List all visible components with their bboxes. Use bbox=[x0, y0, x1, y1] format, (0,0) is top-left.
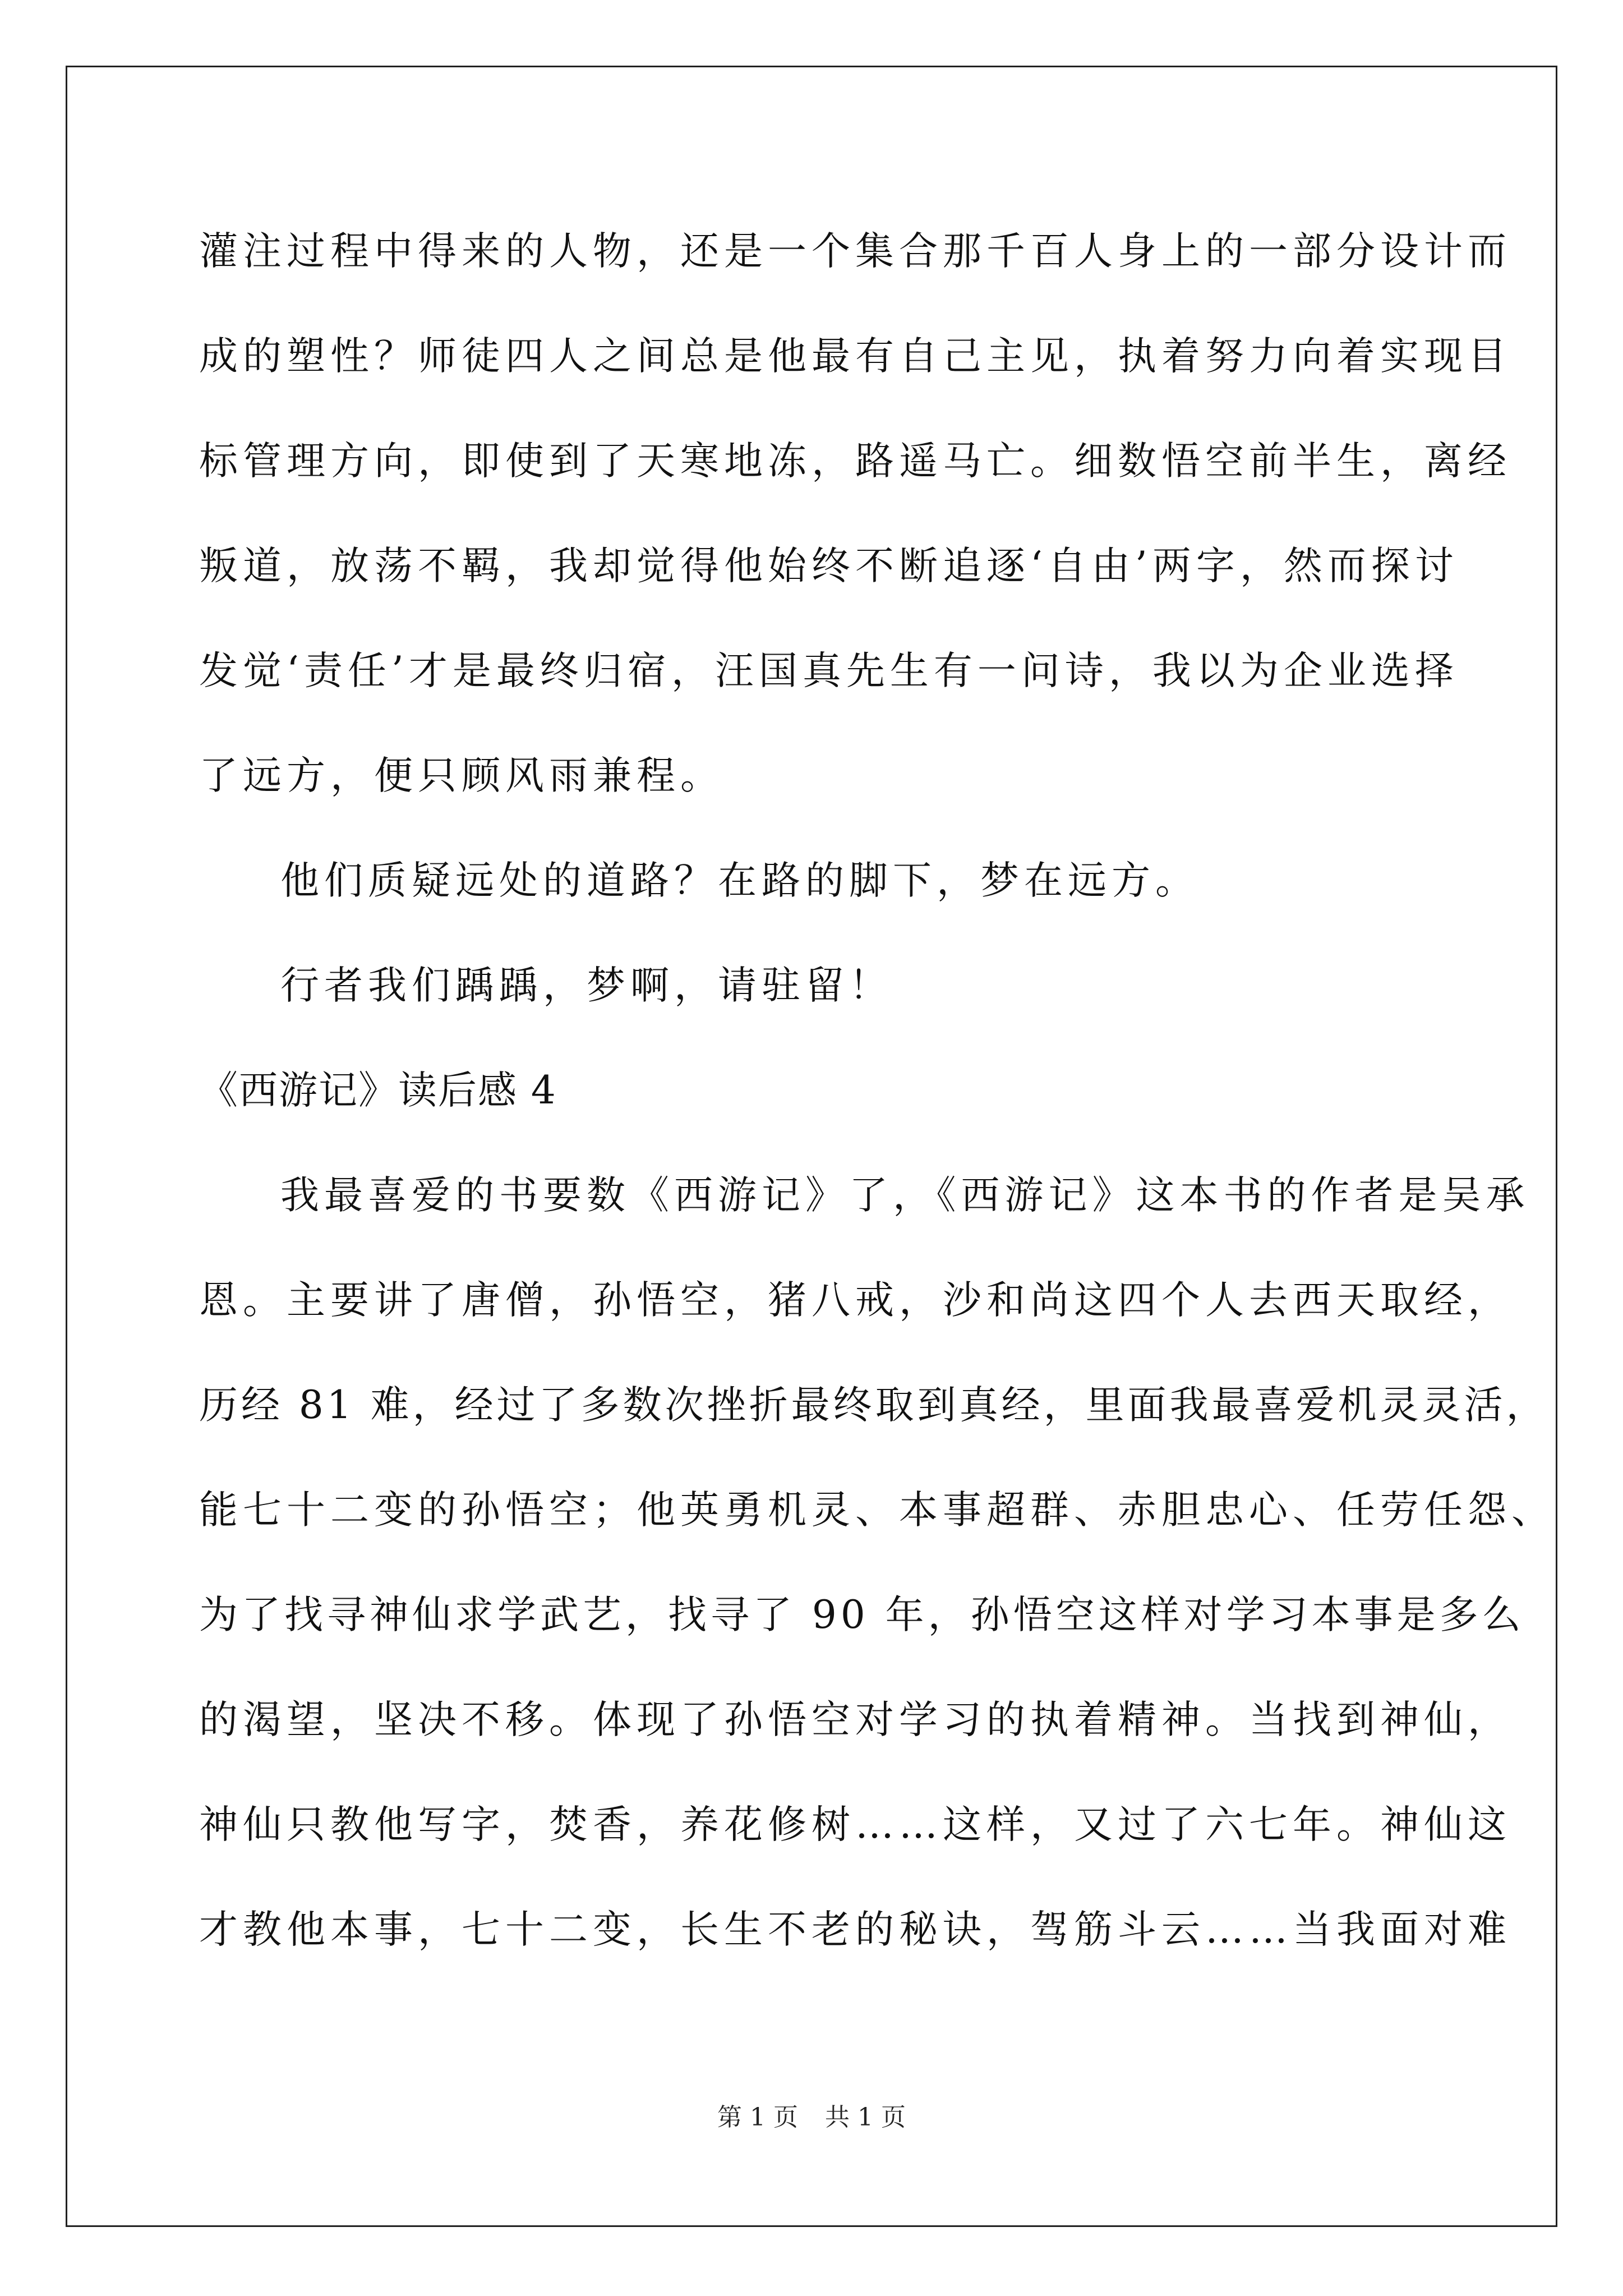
body-text-line: 能七十二变的孙悟空；他英勇机灵、本事超群、赤胆忠心、任劳任怨、 bbox=[199, 1488, 1555, 1533]
body-text-line: 成的塑性？师徒四人之间总是他最有自己主见，执着努力向着实现目 bbox=[199, 334, 1511, 379]
body-text-line: 灌注过程中得来的人物，还是一个集合那千百人身上的一部分设计而 bbox=[199, 229, 1511, 274]
body-text-line: 叛道，放荡不羁，我却觉得他始终不断追逐‘自由’两字，然而探讨 bbox=[199, 544, 1459, 588]
body-text-line: 了远方，便只顾风雨兼程。 bbox=[199, 753, 724, 798]
body-text-line: 的渴望，坚决不移。体现了孙悟空对学习的执着精神。当找到神仙， bbox=[199, 1697, 1511, 1742]
total-pages: 共 1 页 bbox=[825, 2103, 906, 2132]
body-text-line: 为了找寻神仙求学武艺，找寻了 90 年，孙悟空这样对学习本事是多么 bbox=[199, 1593, 1525, 1637]
body-text-line: 标管理方向，即使到了天寒地冻，路遥马亡。细数悟空前半生，离经 bbox=[199, 439, 1511, 484]
body-text-line: 他们质疑远处的道路？在路的脚下，梦在远方。 bbox=[280, 858, 1199, 903]
page-footer bbox=[0, 2101, 1623, 2134]
body-text-line: 神仙只教他写字，焚香，养花修树……这样，又过了六七年。神仙这 bbox=[199, 1802, 1511, 1847]
page-number: 第 1 页 bbox=[717, 2103, 798, 2132]
body-text-line: 历经 81 难，经过了多数次挫折最终取到真经，里面我最喜爱机灵灵活， bbox=[199, 1383, 1548, 1428]
body-text-line: 恩。主要讲了唐僧，孙悟空，猪八戒，沙和尚这四个人去西天取经， bbox=[199, 1278, 1511, 1323]
body-text-line: 行者我们踽踽，梦啊，请驻留！ bbox=[280, 963, 893, 1008]
body-text-line: 才教他本事，七十二变，长生不老的秘诀，驾筋斗云……当我面对难 bbox=[199, 1907, 1511, 1952]
body-text-line: 发觉‘责任’才是最终归宿，汪国真先生有一问诗，我以为企业选择 bbox=[199, 648, 1459, 693]
body-text-line: 我最喜爱的书要数《西游记》了，《西游记》这本书的作者是吴承 bbox=[280, 1173, 1530, 1218]
section-heading: 《西游记》读后感 4 bbox=[199, 1068, 557, 1113]
